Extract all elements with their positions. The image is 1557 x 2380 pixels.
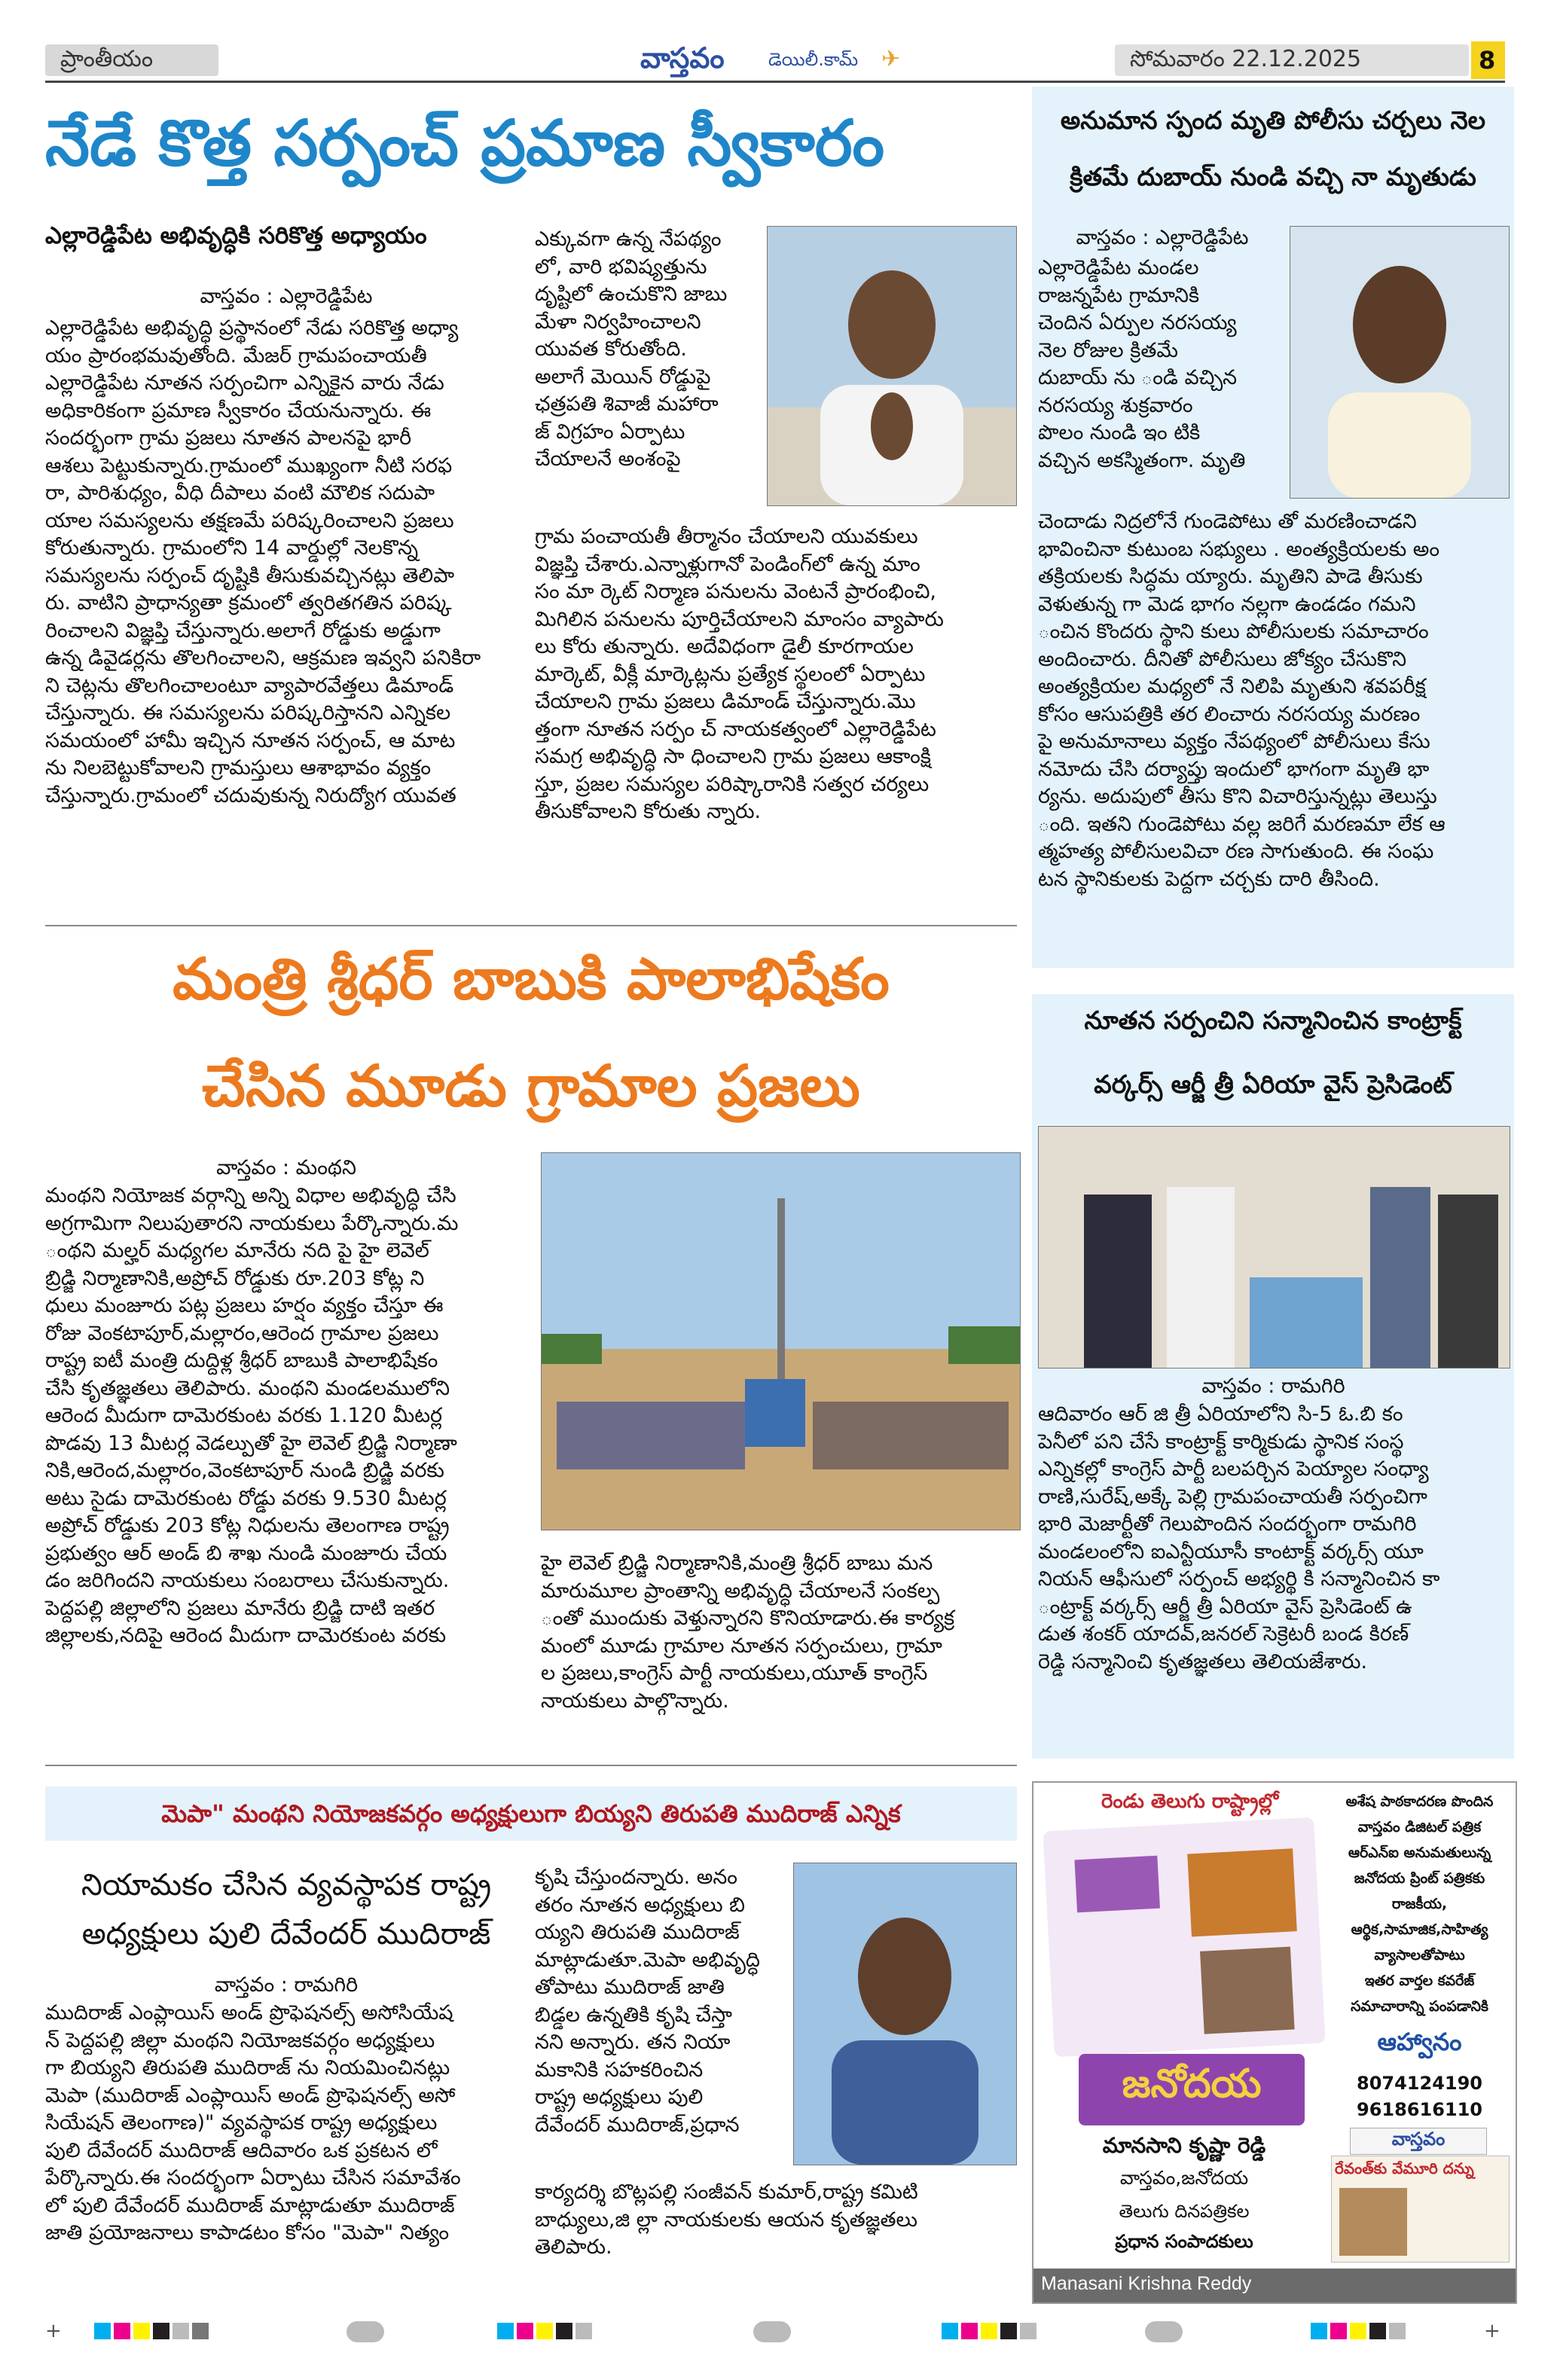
- story2-headline-line2: క్రితమే దుబాయ్ నుండి వచ్చి నా మృతుడు: [1070, 162, 1476, 191]
- advert-mini-headline: రేవంత్‌కు వేమూరి దన్ను: [1335, 2159, 1474, 2177]
- story3-col1: మంథని నియోజక వర్గాన్ని అన్ని విధాల అభివృద్ధి చేసి అగ్రగామిగా నిలుపుతారని నాయకులు పేర్కొన్నారు.మ ంథని మల్హర్ మధ్యగల మానేరు నది పై హై లెవెల్ బ్రిడ్జి నిర్మాణానికి,అప్రోచ్ రోడ్డుకు రూ.203 కోట్ల ని ధులు మంజూరు పట్ల ప్రజలు హర్షం వ్యక్తం చేస్తూ ఈ రోజు వెంకటాపూర్,మల్లారం,ఆరెంద గ్రామాల ప్రజలు రాష్ట్ర ఐటీ మంత్రి దుద్దిళ్ల శ్రీధర్ బాబుకి పాలాభిషేకం చేసి కృతజ్ఞతలు తెలిపారు. మంథని మండలములోని ఆరెంద మీదుగా దామెరకుంట వరకు 1.120 మీటర్ల పొడవు 13 మీటర్ల వెడల్పుతో హై లెవెల్ బ్రిడ్జి నిర్మాణా నికి,ఆరెంద,మల్లారం,వెంకటాపూర్ నుండి బ్రిడ్జి వరకు అటు సైడు దామెరకుంట రోడ్డు వరకు 9.530 మీటర్ల అప్రోచ్ రోడ్డుకు 203 కోట్ల నిధులను తెలంగాణ రాష్ట్ర ప్రభుత్వం ఆర్ అండ్ బి శాఖ నుండి మంజూరు చేయ డం జరిగిందని నాయకులు సంబరాలు చేసుకున్నారు. పెద్దపల్లి జిల్లాలోని ప్రజలు మానేరు బ్రిడ్జి దాటి ఇతర జిల్లాలకు,నదిపై ఆరెంద మీదుగా దామెరకుంట వరకు: [45, 1184, 459, 1647]
- mockup-graphic-1: [1074, 1856, 1160, 1913]
- story2-col-top: ఎల్లారెడ్డిపేట మండల రాజన్నపేట గ్రామానికి చెందిన ఏర్పుల నరసయ్య నెల రోజుల క్రితమే దుబాయ్ ను ండి వచ్చిన నరసయ్య శుక్రవారం పొలం నుండి ఇం టికి వచ్చిన అకస్మితంగా. మృతి: [1038, 256, 1246, 472]
- advert-vastavam-tag: వాస్తవం: [1350, 2128, 1487, 2155]
- advert-editor-role2: ప్రధాన సంపాదకులు: [1115, 2231, 1253, 2252]
- story3-event-photo: [541, 1152, 1021, 1530]
- page-header: [45, 41, 1505, 83]
- advert-box: [1032, 1781, 1517, 2304]
- registration-strip: [0, 2312, 1557, 2357]
- story5-col1: ముదిరాజ్ ఎంప్లాయిస్ అండ్ ప్రొఫెషనల్స్ అసోసియేష న్ పెద్దపల్లి జిల్లా మంథని నియోజకవర్గం అధ్యక్షులు గా బియ్యని తిరుపతి ముదిరాజ్ ను నియమించినట్లు మెపా (ముదిరాజ్ ఎంప్లాయిస్ అండ్ ప్రొఫెషనల్స్ అసో సియేషన్ తెలంగాణ)" వ్యవస్థాపక రాష్ట్ర అధ్యక్షులు పులి దేవేందర్ ముదిరాజ్ ఆదివారం ఒక ప్రకటన లో పేర్కొన్నారు.ఈ సందర్భంగా ఏర్పాటు చేసిన సమావేశం లో పులి దేవేందర్ ముదిరాజ్ మాట్లాడుతూ ముదిరాజ్ జాతి ప్రయోజనాలు కాపాడటం కోసం "మెపా" నిత్యం: [45, 2001, 461, 2244]
- mockup-graphic-3: [1200, 1947, 1295, 2034]
- mini-clip-photo: [1339, 2188, 1407, 2256]
- advert-phone2: 9618616110: [1357, 2099, 1482, 2120]
- advert-editor-papers: వాస్తవం,జనోదయ: [1119, 2167, 1249, 2189]
- story5-subhead-line1: నియామకం చేసిన వ్యవస్థాపక రాష్ట్ర: [81, 1868, 492, 1902]
- registration-oval: [347, 2321, 384, 2342]
- story4-felicitation-photo: [1038, 1126, 1510, 1368]
- story3-byline: వాస్తవం : మంథని: [216, 1156, 356, 1179]
- advert-paper-mockup: [1043, 1817, 1325, 2057]
- website-label: డెయిలీ.కామ్: [768, 49, 859, 70]
- story5-president-photo: [793, 1863, 1017, 2165]
- registration-oval: [753, 2321, 791, 2342]
- advert-editor-name: మానసాని కృష్ణా రెడ్డి: [1102, 2133, 1266, 2158]
- story4-body: ఆదివారం ఆర్ జి త్రీ ఏరియాలోని సి-5 ఓ.బి కం పెనీలో పని చేసే కాంట్రాక్ట్ కార్మికుడు స్థానిక సంస్థ ఎన్నికల్లో కాంగ్రెస్ పార్టీ బలపర్చిన పెయ్యాల సంధ్యా రాణి,సురేష్,అక్కే పెల్లి గ్రామపంచాయతీ సర్పంచిగా భారి మెజార్టీతో గెలుపొందిన సందర్భంగా రామగిరి మండలంలోని ఐఎన్టీయూసీ కాంటాక్ట్ వర్కర్స్ యూ నియన్ ఆఫీసులో సర్పంచ్ అభ్యర్థి కి సన్మానించిన కా ంట్రాక్ట్ వర్కర్స్ ఆర్జీ త్రీ ఏరియా వైస్ ప్రెసిడెంట్ ఉ డుత శంకర్ యాదవ్,జనరల్ సెక్రెటరీ బండ కిరణ్ రెడ్డి సన్మానించి కృతజ్ఞతలు తెలియజేశారు.: [1038, 1402, 1440, 1674]
- story4-headline-line1: నూతన సర్పంచిని సన్మానించిన కాంట్రాక్ట్: [1084, 1005, 1462, 1035]
- story5-banner-text: మెపా" మంథని నియోజకవర్గం అధ్యక్షులుగా బియ్యని తిరుపతి ముదిరాజ్ ఎన్నిక: [161, 1799, 901, 1828]
- story5-banner: [45, 1787, 1017, 1841]
- story5-col2-top: కృషి చేస్తుందన్నారు. అనం తరం నూతన అధ్యక్షులు బి య్యని తిరుపతి ముదిరాజ్ మాట్లాడుతూ.మెపా అభివృద్ధి తోపాటు ముదిరాజ్ జాతి బిడ్డల ఉన్నతికి కృషి చేస్తా నని అన్నారు. తన నియా మకానికి సహకరించిన రాష్ట్ర అధ్యక్షులు పులి దేవేందర్ ముదిరాజ్,ప్రధాన: [535, 1866, 760, 2137]
- advert-footer-name: Manasani Krishna Reddy: [1041, 2273, 1252, 2294]
- section-label: ప్రాంతీయం: [60, 46, 154, 72]
- story5-byline: వాస్తవం : రామగిరి: [214, 1973, 359, 1997]
- issue-date: సోమవారం 22.12.2025: [1130, 46, 1362, 72]
- crop-mark-icon: +: [45, 2320, 62, 2342]
- advert-mini-clip: [1331, 2156, 1510, 2263]
- story3-bottom-rule: [45, 1765, 1017, 1766]
- story2-headline-line1: అనుమాన స్పంద మృతి పోలీసు చర్చలు నెల: [1060, 105, 1486, 135]
- story2-byline: వాస్తవం : ఎల్లారెడ్డిపేట: [1076, 226, 1249, 249]
- story4-byline: వాస్తవం : రామగిరి: [1201, 1375, 1345, 1398]
- advert-paper-name: జనోదయ: [1122, 2061, 1262, 2107]
- advert-right-block: అశేష పాఠకాదరణ పొందిన వాస్తవం డిజిటల్ పత్రిక ఆర్ఎన్ఐ అనుమతులున్న జనోదయ ప్రింట్ పత్రికకు రాజకీయ, ఆర్థిక,సామాజిక,సాహిత్య వ్యాసాలతోపాటు ఇతర వార్తల కవరేజ్ సమాచారాన్ని పంపడానికి: [1345, 1793, 1494, 2015]
- advert-editor-role1: తెలుగు దినపత్రికల: [1119, 2201, 1250, 2222]
- crop-mark-icon: +: [1484, 2320, 1501, 2342]
- story1-subhead: ఎల్లారెడ్డిపేట అభివృద్ధికి సరికొత్త అధ్యాయం: [45, 222, 427, 249]
- story1-col2-top: ఎక్కువగా ఉన్న నేపథ్యం లో, వారి భవిష్యత్తును దృష్టిలో ఉంచుకొని జాబు మేళా నిర్వహించాలని యువత కోరుతోంది. అలాగే మెయిన్ రోడ్డుపై ఛత్రపతి శివాజీ మహారా జ్ విగ్రహం ఏర్పాటు చేయాలనే అంశంపై: [535, 227, 728, 471]
- story1-bottom-rule: [45, 925, 1017, 926]
- advert-line1: రెండు తెలుగు రాష్ట్రాల్లో: [1101, 1790, 1279, 1813]
- story1-col1: ఎల్లారెడ్డిపేట అభివృద్ధి ప్రస్థానంలో నేడు సరికొత్త అధ్యా యం ప్రారంభమవుతోంది. మేజర్ గ్రామపంచాయతీ ఎల్లారెడ్డిపేట నూతన సర్పంచిగా ఎన్నికైన వారు నేడు అధికారికంగా ప్రమాణ స్వీకారం చేయనున్నారు. ఈ సందర్భంగా గ్రామ ప్రజలు నూతన పాలనపై భారీ ఆశలు పెట్టుకున్నారు.గ్రామంలో ముఖ్యంగా నీటి సరఫ రా, పారిశుధ్యం, వీధి దీపాలు వంటి మౌలిక సదుపా యాల సమస్యలను తక్షణమే పరిష్కరించాలని ప్రజలు కోరుతున్నారు. గ్రామంలోని 14 వార్డుల్లో నెలకొన్న సమస్యలను సర్పంచ్ దృష్టికి తీసుకువచ్చినట్లు తెలిపా రు. వాటిని ప్రాధాన్యతా క్రమంలో త్వరితగతిన పరిష్క రించాలని విజ్ఞప్తి చేస్తున్నారు.అలాగే రోడ్డుకు అడ్డుగా ఉన్న డివైడర్లను తొలగించాలని, ఆక్రమణ ఇవ్వని పనికిరా ని చెట్లను తొలగించాలంటూ వ్యాపారవేత్తలు డిమాండ్ చేస్తున్నారు. ఈ సమస్యలను పరిష్కరిస్తానని ఎన్నికల సమయంలో హామీ ఇచ్చిన నూతన సర్పంచ్, ఆ మాట ను నిలబెట్టుకోవాలని గ్రామస్తులు ఆశాభావం వ్యక్తం చేస్తున్నారు.గ్రామంలో చదువుకున్న నిరుద్యోగ యువత: [45, 316, 481, 807]
- bird-icon: ✈: [881, 46, 901, 72]
- advert-invite: ఆహ్వానం: [1377, 2028, 1462, 2056]
- story2-col-bottom: చెందాడు నిద్రలోనే గుండెపోటు తో మరణించాడని భావించినా కుటుంబ సభ్యులు . అంత్యక్రియలకు అం తక్రియలకు సిద్ధమ య్యారు. మృతిని పాడె తీసుకు వెళుతున్న గా మెడ భాగం నల్లగా ఉండడం గమని ంచిన కొందరు స్థాని కులు పోలీసులకు సమాచారం అందించారు. దీనితో పోలీసులు జోక్యం చేసుకొని అంత్యక్రియల మధ్యలో నే నిలిపి మృతుని శవపరీక్ష కోసం ఆసుపత్రికి తర లించారు నరసయ్య మరణం పై అనుమానాలు వ్యక్తం నేపథ్యంలో పోలీసులు కేసు నమోదు చేసి దర్యాప్తు ఇందులో భాగంగా మృతి భా ర్యను. అదుపులో తీసు కొని విచారిస్తున్నట్లు తెలుస్తు ంది. ఇతని గుండెపోటు వల్ల జరిగే మరణమా లేక ఆ త్మహత్య పోలీసులవిచా రణ సాగుతుంది. ఈ సంఘ టన స్థానికులకు పెద్దగా చర్చకు దారి తీసింది.: [1038, 510, 1446, 891]
- story3-col2: హై లెవెల్ బ్రిడ్జి నిర్మాణానికి,మంత్రి శ్రీధర్ బాబు మన మారుమూల ప్రాంతాన్ని అభివృద్ధి చేయాలనే సంకల్ప ంతో ముందుకు వెళ్తున్నారని కొనియాడారు.ఈ కార్యక్ర మంలో మూడు గ్రామాల నూతన సర్పంచులు, గ్రామా ల ప్రజలు,కాంగ్రెస్ పార్టీ నాయకులు,యూత్ కాంగ్రెస్ నాయకులు పాల్గొన్నారు.: [541, 1552, 955, 1713]
- registration-oval: [1145, 2321, 1183, 2342]
- story2-deceased-photo: [1290, 226, 1510, 499]
- story1-col2-bottom: గ్రామ పంచాయతీ తీర్మానం చేయాలని యువకులు విజ్ఞప్తి చేశారు.ఎన్నాళ్లుగానో పెండింగ్‌లో ఉన్న మాం సం మా ర్కెట్ నిర్మాణ పనులను వెంటనే ప్రారంభించి, మిగిలిన పనులను పూర్తిచేయాలని మాంసం వ్యాపారు లు కోరు తున్నారు. అదేవిధంగా డైలీ కూరగాయల మార్కెట్, వీక్లీ మార్కెట్లను ప్రత్యేక స్థలంలో ఏర్పాటు చేయాలని గ్రామ ప్రజలు డిమాండ్ చేస్తున్నారు.మొ త్తంగా నూతన సర్పం చ్ నాయకత్వంలో ఎల్లారెడ్డిపేట సమగ్ర అభివృద్ధి సా ధించాలని గ్రామ ప్రజలు ఆకాంక్షి స్తూ, ప్రజల సమస్యల పరిష్కారానికి సత్వర చర్యలు తీసుకోవాలని కోరుతు న్నారు.: [535, 525, 944, 823]
- advert-phone1: 8074124190: [1357, 2073, 1482, 2094]
- story1-sarpanch-photo: [767, 226, 1017, 506]
- story5-subhead-line2: అధ్యక్షులు పులి దేవేందర్ ముదిరాజ్: [81, 1917, 491, 1951]
- masthead-title: వాస్తవం: [640, 41, 725, 75]
- story4-headline-line2: వర్కర్స్ ఆర్జీ త్రీ ఏరియా వైస్ ప్రెసిడెంట్: [1094, 1069, 1452, 1099]
- story1-headline: నేడే కొత్త సర్పంచ్ ప్రమాణ స్వీకారం: [45, 106, 885, 180]
- page-number: 8: [1479, 46, 1496, 75]
- mockup-graphic-2: [1187, 1848, 1297, 1936]
- story3-headline-line2: చేసిన మూడు గ్రామాల ప్రజలు: [202, 1052, 860, 1119]
- story1-byline: వాస్తవం : ఎల్లారెడ్డిపేట: [200, 285, 373, 308]
- story5-col2-bottom: కార్యదర్శి బొట్లపల్లి సంజీవన్ కుమార్,రాష్ట్ర కమిటి బాధ్యులు,జి ల్లా నాయకులకు ఆయన కృతజ్ఞతలు తెలిపారు.: [535, 2180, 918, 2259]
- story3-headline-line1: మంత్రి శ్రీధర్ బాబుకి పాలాభిషేకం: [172, 945, 890, 1012]
